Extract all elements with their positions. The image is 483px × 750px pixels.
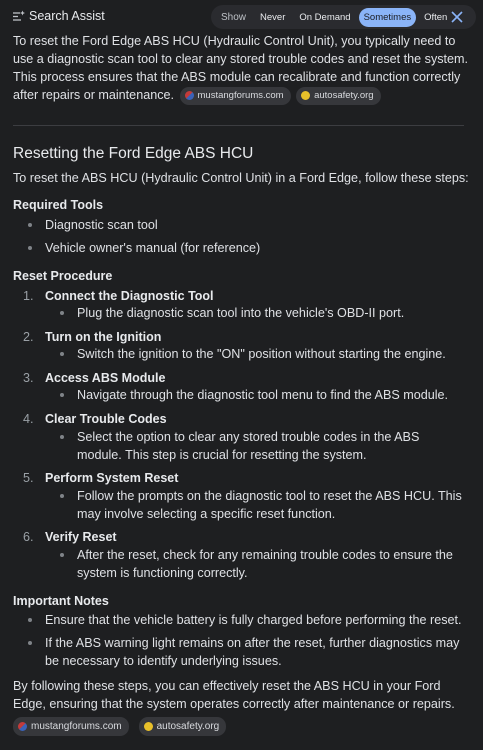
procedure-heading: Reset Procedure <box>13 269 113 283</box>
article-conclusion: By following these steps, you can effectively reset the ABS HCU in your Ford Edge, ensuring that the system operates correctly after maintenance or repairs. <box>13 679 455 711</box>
step-body: After the reset, check for any remaining trouble codes to ensure the system is functioning correctly. <box>45 546 465 582</box>
article-heading: Resetting the Ford Edge ABS HCU <box>13 145 254 162</box>
section-divider <box>13 125 464 126</box>
assist-title: Search Assist <box>29 9 105 23</box>
article-lead: To reset the ABS HCU (Hydraulic Control Unit) in a Ford Edge, follow these steps: <box>13 171 469 185</box>
tools-heading: Required Tools <box>13 198 104 212</box>
step-number: 1. <box>23 289 34 303</box>
assist-header <box>0 0 483 33</box>
step-title: Perform System Reset <box>45 471 179 485</box>
source-chip[interactable] <box>139 717 227 736</box>
show-frequency-selector <box>211 5 476 29</box>
option-sometimes[interactable]: Sometimes <box>359 8 417 27</box>
step-number: 6. <box>23 530 34 544</box>
intro-text <box>0 32 483 105</box>
option-on-demand[interactable]: On Demand <box>299 11 351 23</box>
list-item: Ensure that the vehicle battery is fully charged before performing the reset. <box>13 611 473 629</box>
notes-heading: Important Notes <box>13 594 109 608</box>
option-never[interactable]: Never <box>260 11 286 23</box>
step-number: 2. <box>23 330 34 344</box>
step-title: Connect the Diagnostic Tool <box>45 289 214 303</box>
source-chip[interactable] <box>296 87 381 105</box>
close-icon[interactable] <box>450 10 464 24</box>
list-item: Vehicle owner's manual (for reference) <box>13 239 473 257</box>
source-chip-label: mustangforums.com <box>31 720 122 732</box>
source-chip[interactable] <box>13 717 129 736</box>
step-title: Clear Trouble Codes <box>45 412 167 426</box>
assist-sparkle-icon <box>12 10 25 22</box>
mustangforums-favicon-icon <box>18 722 27 731</box>
source-chip-label: autosafety.org <box>156 720 220 732</box>
source-chip[interactable] <box>180 87 291 105</box>
step-number: 3. <box>23 371 34 385</box>
step-number: 5. <box>23 471 34 485</box>
step-body: Switch the ignition to the "ON" position without starting the engine. <box>45 345 465 363</box>
step-title: Verify Reset <box>45 530 117 544</box>
intro-text-content: To reset the Ford Edge ABS HCU (Hydraulic Control Unit), you typically need to use a diagnostic scan tool to clear any stored trouble codes and reset the system. This process ensures that the ABS module can recalibrate and function correctly after repairs or maintenance. <box>13 34 469 102</box>
step-title: Access ABS Module <box>45 371 166 385</box>
option-often[interactable]: Often <box>424 11 448 23</box>
autosafety-favicon-icon <box>144 722 153 731</box>
step-body: Navigate through the diagnostic tool menu to find the ABS module. <box>45 386 465 404</box>
notes-list <box>13 611 473 670</box>
article-sources <box>11 717 226 736</box>
brand <box>12 9 105 23</box>
list-item: If the ABS warning light remains on after the reset, further diagnostics may be necessary to identify underlying issues. <box>13 634 473 670</box>
mustangforums-favicon-icon <box>185 91 194 100</box>
autosafety-favicon-icon <box>301 91 310 100</box>
step-number: 4. <box>23 412 34 426</box>
show-label: Show <box>221 11 247 23</box>
step-title: Turn on the Ignition <box>45 330 162 344</box>
tools-list <box>13 216 473 257</box>
source-chip-label: mustangforums.com <box>197 89 284 101</box>
step-body: Select the option to clear any stored trouble codes in the ABS module. This step is crucial for resetting the system. <box>45 428 465 464</box>
source-chip-label: autosafety.org <box>314 89 374 101</box>
step-body: Follow the prompts on the diagnostic tool to reset the ABS HCU. This may involve selecting a specific reset function. <box>45 487 465 523</box>
intro-answer <box>0 32 483 105</box>
list-item: Diagnostic scan tool <box>13 216 473 234</box>
step-body: Plug the diagnostic scan tool into the vehicle's OBD-II port. <box>45 304 465 322</box>
